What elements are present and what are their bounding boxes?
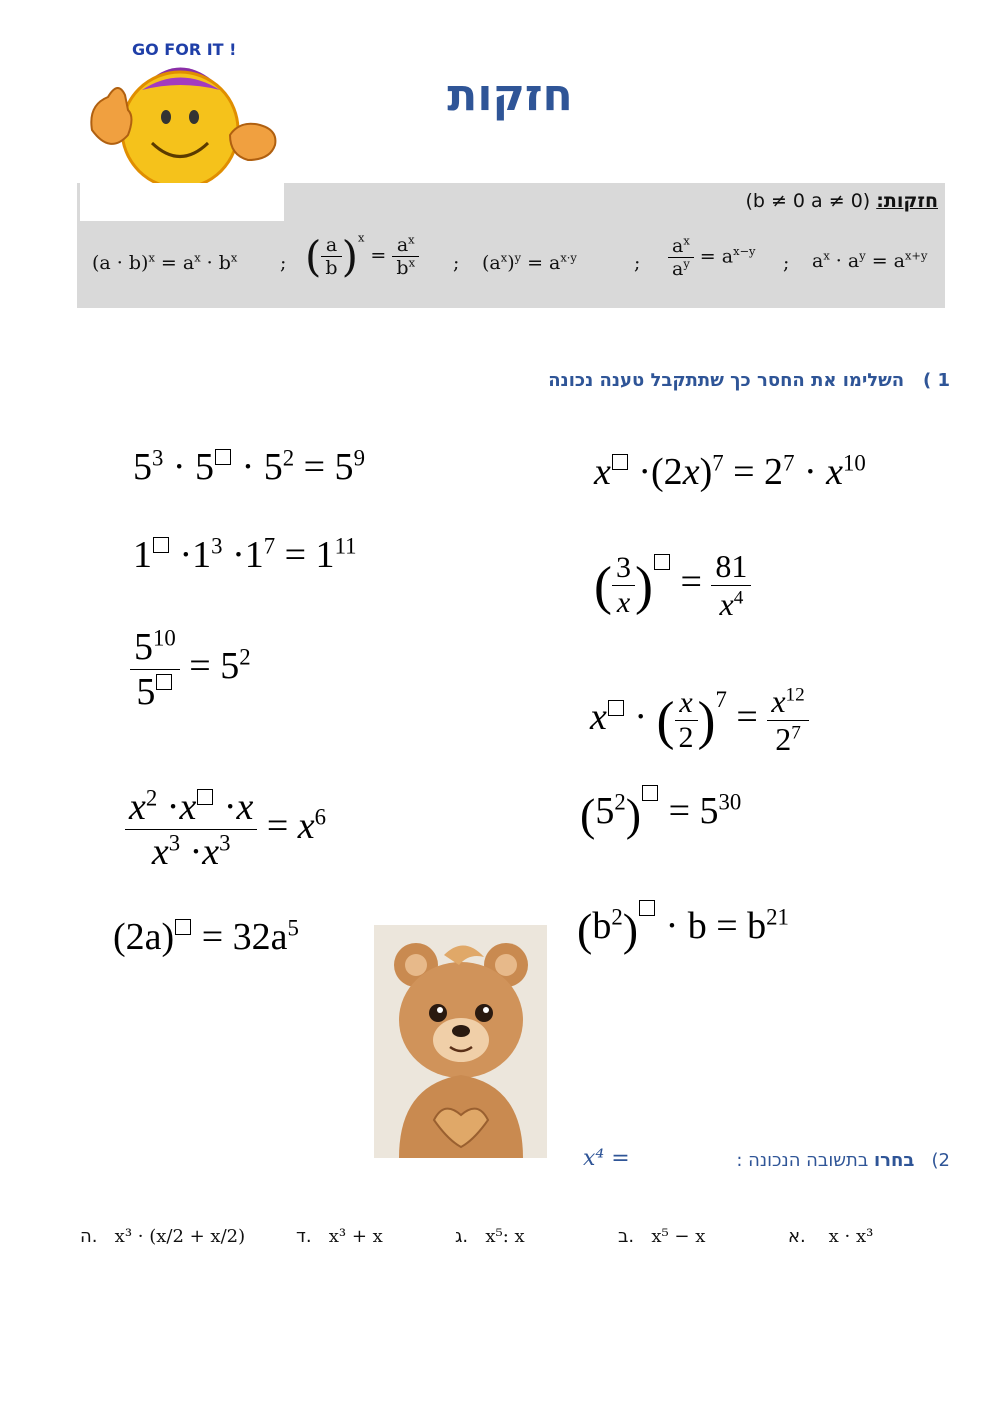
blank-box[interactable]	[197, 789, 213, 805]
blank-box[interactable]	[153, 537, 169, 553]
equation-b-squared-power: $(b^2) \cdot b = b^{21}$	[577, 900, 789, 956]
blank-box[interactable]	[175, 919, 191, 935]
rules-panel-cutout	[80, 183, 284, 221]
equation-x-2x: $x \cdot(2x)^7 = 2^7 \cdot x^{10}$	[594, 450, 866, 493]
blank-box[interactable]	[654, 554, 670, 570]
blank-box[interactable]	[215, 449, 231, 465]
rules-label: חזקות:	[876, 190, 938, 212]
option-e[interactable]	[80, 1226, 245, 1247]
option-label: ה.	[80, 1226, 98, 1247]
option-label: ג.	[455, 1226, 469, 1247]
rule-separator: ;	[453, 252, 460, 274]
option-expr: x · x³	[828, 1226, 874, 1247]
rules-condition: (b ≠ 0 a ≠ 0)	[745, 190, 871, 212]
equation-x-over-2: x · ( $\frac{x}{2}$ )$^7$ = $\frac{x^{12}}{2^7}$	[590, 683, 809, 758]
equation-5-powers: $5^3 \cdot 5 \cdot 5^2 = 5^9$	[133, 445, 365, 488]
equation-x-quotient: $\frac{x^2 \cdot x \cdot x}{x^3 \cdot x^3}$ = $x^6$	[125, 785, 326, 874]
equation-2a-power: $(2a) = 32a^5$	[113, 915, 299, 958]
blank-box[interactable]	[608, 700, 624, 716]
rule-quotient-power: ( $\frac{a}{b}$ )$^x$ = $\frac{a^x}{b^x}$	[305, 232, 419, 281]
equation-5-quotient: $\frac{5^{10}}{5}$ = $5^2$	[130, 625, 251, 714]
option-c[interactable]	[455, 1226, 525, 1247]
option-expr: x³ + x	[328, 1226, 383, 1247]
option-label: א.	[788, 1226, 806, 1247]
question-1-text: השלימו את החסר כך שתתקבל טענה נכונה	[548, 370, 905, 391]
rule-quotient-same-base: $\frac{a^x}{a^y}$ = $a^{x-y}$	[668, 235, 756, 280]
rule-separator: ;	[634, 252, 641, 274]
question-2	[736, 1150, 950, 1171]
blank-box[interactable]	[639, 900, 655, 916]
option-label: ב.	[618, 1226, 635, 1247]
page-title: חזקות	[447, 70, 573, 121]
equation-1-powers: $1 \cdot 1^3 \cdot 1^7 = 1^{11}$	[133, 533, 357, 576]
teddy-bear-image	[374, 925, 547, 1158]
rule-separator: ;	[280, 252, 287, 274]
question-2-bold: בחרו	[873, 1150, 915, 1171]
question-2-number: 2)	[931, 1150, 950, 1171]
blank-box[interactable]	[156, 674, 172, 690]
question-1-number: 1 )	[922, 370, 950, 391]
blank-box[interactable]	[612, 454, 628, 470]
question-2-expression: x⁴ =	[583, 1146, 630, 1171]
option-label: ד.	[296, 1226, 312, 1247]
question-1	[548, 370, 950, 391]
rules-header	[745, 190, 938, 212]
rule-product-power: $(a \cdot b)^x = a^x \cdot b^x$	[92, 250, 238, 274]
question-2-text: בתשובה הנכונה :	[736, 1150, 869, 1171]
rule-product-same-base: $a^x \cdot a^y = a^{x+y}$	[812, 248, 928, 272]
option-expr: x⁵ − x	[651, 1226, 706, 1247]
option-expr: x⁵: x	[485, 1226, 525, 1247]
logo-top-text: GO FOR IT !	[132, 40, 237, 59]
equation-3-over-x: ( $\frac{3}{x}$ ) = $\frac{81}{x^4}$	[594, 548, 751, 623]
rule-separator: ;	[783, 252, 790, 274]
equation-5-squared-power: $(5^2) = 5^{30}$	[580, 785, 741, 841]
option-b[interactable]	[618, 1226, 705, 1247]
rule-power-of-power: $(a^x)^y = a^{x\cdot y}$	[482, 250, 577, 274]
blank-box[interactable]	[642, 785, 658, 801]
option-expr: x³ · (x/2 + x/2)	[114, 1226, 246, 1247]
option-d[interactable]	[296, 1226, 383, 1247]
option-a[interactable]	[788, 1226, 873, 1247]
